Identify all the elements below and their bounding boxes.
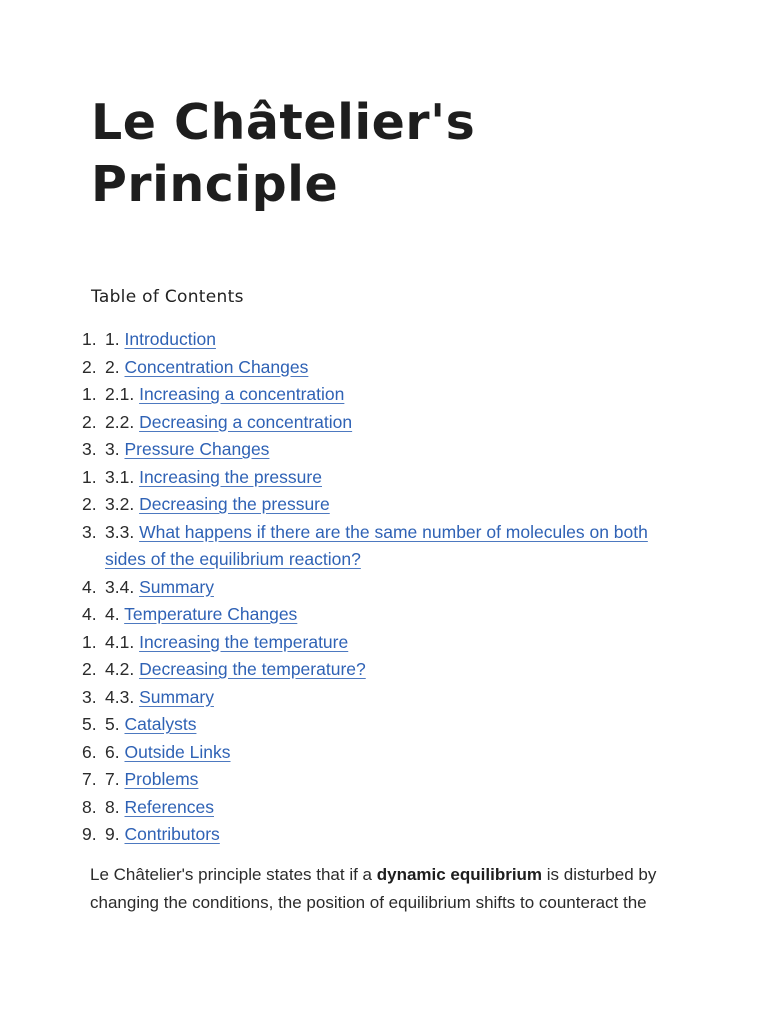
toc-item-marker: 2. [82, 659, 97, 679]
toc-item [82, 464, 682, 492]
toc-item-body [105, 326, 682, 354]
toc-item-number: 2. [105, 356, 120, 377]
toc-item-number: 3.4. [105, 576, 135, 597]
toc-item [82, 491, 682, 519]
toc-item-body [105, 491, 682, 519]
toc-item-number: 2.2. [105, 411, 135, 432]
toc-item-marker: 6. [82, 741, 97, 762]
toc-item-link[interactable]: Introduction [124, 329, 216, 349]
toc-item-number: 4.1. [105, 631, 135, 652]
toc-item-link[interactable]: Increasing a concentration [139, 384, 345, 404]
intro-text-end: is disturbed by changing the conditions, the position of equilibrium shifts to counteract the [90, 865, 657, 912]
toc-item-number: 3.3. [105, 521, 135, 542]
toc-item-link[interactable]: Concentration Changes [124, 356, 309, 377]
toc-item [82, 629, 682, 657]
toc-item [82, 326, 682, 354]
toc-item-marker: 5. [82, 714, 97, 734]
intro-text-start: Le Châtelier's principle states that if a [90, 865, 377, 884]
toc-item [82, 794, 682, 822]
toc-item [82, 821, 682, 849]
toc-item-number: 4. [105, 604, 120, 624]
toc-item-marker: 3. [82, 521, 97, 542]
toc-item [82, 574, 682, 602]
toc-item-link[interactable]: Summary [139, 576, 214, 597]
toc-item-marker: 4. [82, 576, 97, 597]
toc-item-number: 6. [105, 741, 120, 762]
toc-item-body [105, 711, 682, 739]
toc-item-body [105, 656, 682, 684]
toc-item-number: 8. [105, 796, 120, 817]
toc-item [82, 739, 682, 767]
toc-item-number: 4.2. [105, 659, 135, 679]
toc-item-marker: 2. [82, 411, 97, 432]
toc-item-link[interactable]: Summary [139, 686, 214, 707]
toc-item-marker: 3. [82, 686, 97, 707]
toc-item-link[interactable]: Increasing the temperature [139, 631, 349, 652]
toc-item-link[interactable]: Pressure Changes [124, 439, 270, 459]
toc-item-marker: 9. [82, 824, 97, 844]
toc-item-body [105, 436, 682, 464]
toc-item-link[interactable]: Problems [124, 769, 199, 789]
toc-item [82, 354, 682, 382]
toc-item-body [105, 684, 682, 712]
toc-item [82, 766, 682, 794]
toc-item-marker: 7. [82, 769, 97, 789]
toc-item-marker: 1. [82, 631, 97, 652]
toc-item-number: 4.3. [105, 686, 135, 707]
toc-item-marker: 2. [82, 356, 97, 377]
intro-bold-term: dynamic equilibrium [376, 865, 543, 884]
toc-item-link[interactable]: Contributors [124, 824, 220, 844]
toc-item-link[interactable]: Temperature Changes [124, 604, 298, 624]
toc-item-marker: 1. [82, 329, 97, 349]
toc-item-marker: 1. [82, 384, 97, 404]
toc-item [82, 381, 682, 409]
page-title [91, 92, 651, 216]
toc-item [82, 711, 682, 739]
toc-item-link[interactable]: Outside Links [124, 741, 231, 762]
toc-item-number: 9. [105, 824, 120, 844]
table-of-contents [82, 326, 682, 849]
toc-item [82, 601, 682, 629]
toc-item [82, 519, 682, 574]
toc-item-body [105, 629, 682, 657]
toc-item-body [105, 766, 682, 794]
toc-item-body [105, 464, 682, 492]
toc-item-marker: 4. [82, 604, 97, 624]
toc-item-link[interactable]: Decreasing the temperature? [139, 659, 366, 679]
toc-item-link[interactable]: Decreasing the pressure [139, 494, 330, 514]
toc-heading: Table of Contents [91, 287, 244, 307]
toc-item [82, 409, 682, 437]
toc-item-body [105, 601, 682, 629]
toc-item-body [105, 381, 682, 409]
toc-item-number: 3.1. [105, 466, 135, 487]
toc-item-body [105, 794, 682, 822]
toc-item-marker: 3. [82, 439, 97, 459]
toc-item-link[interactable]: Increasing the pressure [139, 466, 322, 487]
toc-item-body [105, 519, 682, 574]
page-title-line-2: Principle [91, 156, 339, 213]
toc-item-number: 3.2. [105, 494, 135, 514]
toc-item-body [105, 574, 682, 602]
toc-item [82, 436, 682, 464]
toc-item-link[interactable]: References [124, 796, 214, 817]
toc-item-body [105, 821, 682, 849]
page-title-line-1: Le Châtelier's [91, 94, 476, 151]
toc-item-number: 5. [105, 714, 120, 734]
toc-item-body [105, 739, 682, 767]
toc-item [82, 656, 682, 684]
toc-item-link[interactable]: What happens if there are the same number of molecules on both sides of the equilibrium reaction? [105, 521, 648, 569]
toc-item-body [105, 354, 682, 382]
intro-paragraph [90, 861, 690, 916]
toc-item-link[interactable]: Decreasing a concentration [139, 411, 353, 432]
toc-item-marker: 2. [82, 494, 97, 514]
toc-item-number: 7. [105, 769, 120, 789]
toc-item-link[interactable]: Catalysts [124, 714, 197, 734]
toc-item-marker: 1. [82, 466, 97, 487]
toc-item-number: 3. [105, 439, 120, 459]
toc-item-body [105, 409, 682, 437]
toc-item [82, 684, 682, 712]
toc-item-number: 1. [105, 329, 120, 349]
toc-item-number: 2.1. [105, 384, 135, 404]
toc-item-marker: 8. [82, 796, 97, 817]
